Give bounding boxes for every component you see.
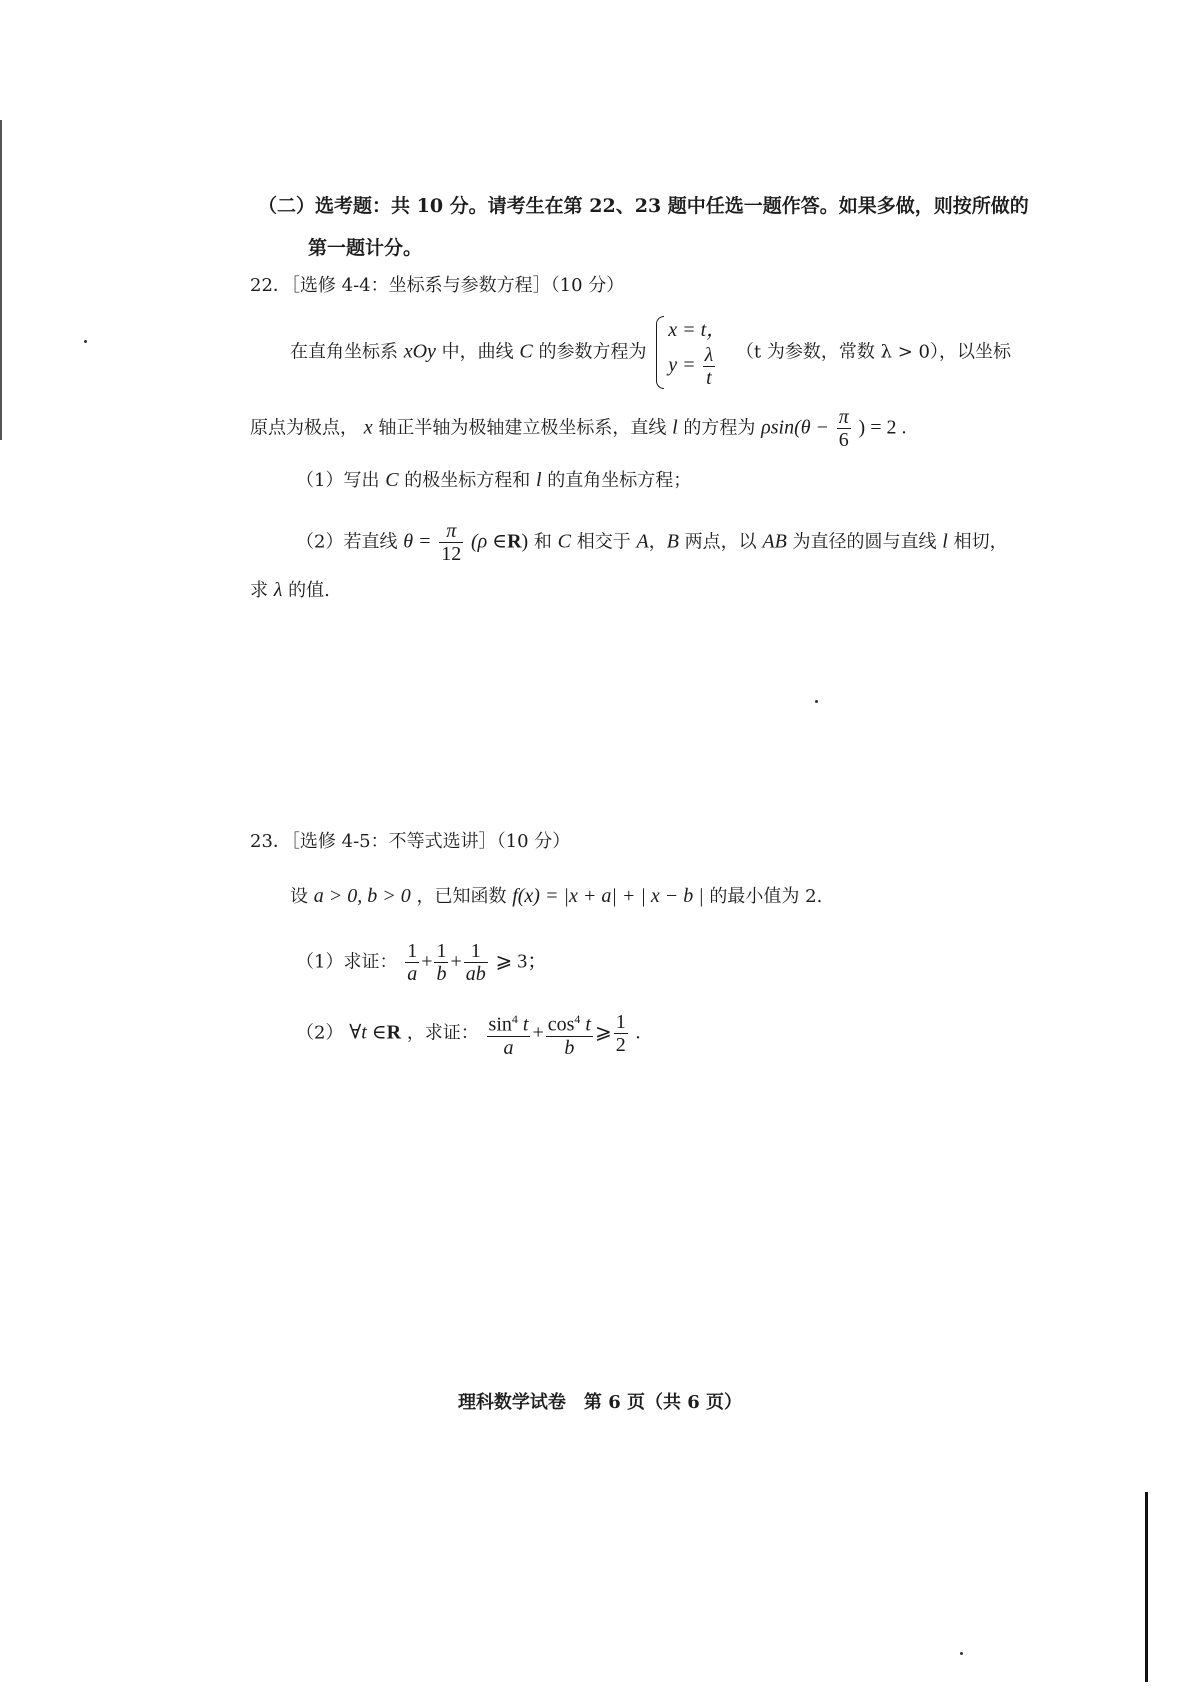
q23-p2-exp1: 4 [511, 1012, 518, 1026]
q23-p2-num2 [546, 1008, 593, 1037]
q22-part1-mid: 的极坐标方程和 [404, 470, 531, 491]
q23-header: 23．［选修 4-5：不等式选讲］（10 分） [250, 831, 571, 852]
scan-speck [960, 1652, 963, 1655]
q23-part1 [296, 940, 547, 985]
q23-p1-d1: a [407, 963, 418, 985]
q22-eq-y-num: λ [704, 344, 714, 366]
q22-part2-den: 12 [441, 543, 462, 565]
q22-header: 22．［选修 4-4：坐标系与参数方程］（10 分） [250, 275, 625, 296]
q23-p2-d2: b [564, 1036, 575, 1059]
q22-part2-rho: (ρ ∈ [470, 530, 508, 553]
q23-intro-prefix: 设 [290, 886, 308, 907]
q22-polar-lhs: ρsin(θ − [761, 416, 830, 439]
q22-part2-mid3: 两点，以 [684, 531, 757, 553]
q23-p2-t1: t [522, 1013, 529, 1036]
q23-p2-frac1 [487, 1008, 531, 1059]
q22-part2-theta: θ = [403, 530, 432, 553]
q23-p1-n1: 1 [407, 940, 418, 962]
q23-p2-plus: + [532, 1021, 544, 1044]
q23-p2-rn: 1 [615, 1010, 626, 1033]
q22-line2 [250, 406, 907, 451]
q22-part2-mid: 和 [533, 531, 552, 553]
section-instructions-line1: （二）选考题：共 10 分。请考生在第 22、23 题中任选一题作答。如果多做，则按所做的 [258, 195, 1029, 217]
q23-p2-ge: ⩾ [594, 1021, 612, 1044]
q23-p1-frac2 [434, 940, 448, 985]
q22-eq-y-lhs: y = [668, 354, 696, 377]
brace-icon [656, 316, 664, 389]
q23-p1-n3: 1 [464, 940, 488, 963]
q22-part2-fraction [439, 520, 463, 565]
q22-line2-mid: 轴正半轴为极轴建立极坐标系，直线 [378, 417, 667, 439]
q23-p2-frac2 [546, 1008, 593, 1059]
q23-condition: a > 0, b > 0 [313, 885, 411, 907]
q23-p2-t2: t [585, 1013, 591, 1036]
q22-eq-y-fraction [703, 344, 716, 389]
q23-part1-prefix: （1）求证： [296, 951, 398, 973]
q23-p2-sin: sin [488, 1013, 512, 1036]
section-instructions-line2: 第一题计分。 [308, 237, 423, 259]
q23-part2-mid: ，求证： [406, 1022, 479, 1044]
q23-p2-d1: a [503, 1036, 514, 1059]
q22-part2-b: B [666, 530, 679, 553]
q23-p1-frac3 [464, 940, 488, 985]
q22-part2-ab: AB [762, 530, 787, 553]
q22-part2-line2 [250, 576, 330, 605]
q22-part2-close: ) [521, 530, 529, 553]
q22-intro-suffix: （t 为参数，常数 λ > 0），以坐标 [735, 341, 1011, 363]
q22-eq-y [668, 344, 726, 389]
q22-line2-x: x [363, 416, 373, 439]
q22-part1-suffix: 的直角坐标方程； [547, 470, 692, 491]
scan-speck [84, 340, 87, 343]
q22-part2-mid2: 相交于 [576, 531, 631, 553]
q23-p2-cos: cos [547, 1013, 575, 1036]
q22-part2-prefix: （2）若直线 [296, 531, 398, 553]
q23-p1-d2: b [436, 963, 447, 985]
q22-intro [290, 316, 1011, 389]
q22-axis-name: xOy [403, 340, 436, 363]
q22-part1-c: C [385, 469, 399, 491]
q22-polar-fraction [837, 406, 851, 451]
q22-part2-line2-prefix: 求 [250, 580, 268, 601]
q22-line-name: l [672, 416, 678, 439]
q22-line2-mid2: 的方程为 [683, 417, 756, 439]
q22-part2-suffix: 相切， [953, 531, 1008, 553]
q22-part2-lambda: λ [273, 579, 283, 601]
q23-function: f(x) = |x + a| + | x − b | [512, 885, 704, 907]
q22-part2-c: C [557, 530, 571, 553]
q23-intro [290, 882, 822, 911]
q22-polar-den: 6 [838, 429, 849, 451]
q22-part1-prefix: （1）写出 [296, 470, 380, 491]
q23-part2 [296, 1008, 640, 1059]
scan-edge-right [1145, 1492, 1148, 1682]
q23-p1-plus2: + [450, 950, 462, 973]
q23-forall: ∀t ∈ [349, 1021, 387, 1044]
q22-eq-x: x = t， [668, 319, 727, 341]
q23-intro-mid: ，已知函数 [416, 886, 507, 907]
q22-polar-rhs: ) = 2 . [858, 416, 907, 439]
q22-part2-l: l [942, 530, 948, 553]
q22-intro-mid: 中，曲线 [441, 341, 514, 363]
q23-p1-n2: 1 [436, 940, 447, 962]
q22-part1-l: l [536, 469, 542, 491]
q22-part2 [296, 520, 1008, 565]
q22-part2-line2-suffix: 的值. [288, 580, 330, 601]
q23-p2-rd: 2 [615, 1033, 626, 1056]
q23-p1-d3: ab [465, 963, 486, 985]
q23-intro-suffix: 的最小值为 2. [709, 886, 823, 907]
q23-p2-frac3 [614, 1011, 628, 1056]
q22-part2-num: π [439, 520, 463, 543]
q23-p1-frac1 [405, 940, 419, 985]
q22-part2-a: A [636, 530, 649, 553]
q22-part2-R: R [507, 530, 522, 553]
q23-part2-prefix: （2） [296, 1022, 344, 1044]
q22-curve: C [519, 340, 533, 363]
scan-speck [815, 700, 818, 703]
page-footer: 理科数学试卷 第 6 页（共 6 页） [457, 1392, 743, 1413]
scan-edge-left [0, 120, 2, 440]
q22-intro-prefix: 在直角坐标系 [290, 341, 398, 363]
q22-part2-mid4: 为直径的圆与直线 [792, 531, 937, 553]
q22-part2-comma: ， [648, 531, 667, 553]
q23-forall-R: R [386, 1021, 402, 1044]
q22-part1 [296, 466, 691, 495]
q23-p2-num1 [487, 1008, 531, 1037]
q22-parametric-system [656, 316, 726, 389]
q23-p2-end: . [635, 1021, 641, 1044]
q22-intro-mid2: 的参数方程为 [538, 341, 647, 363]
q22-eq-y-den: t [706, 367, 712, 389]
q22-line2-prefix: 原点为极点， [250, 417, 358, 439]
q23-p1-plus1: + [421, 950, 433, 973]
q23-p1-rhs: ⩾ 3； [495, 950, 548, 973]
q22-polar-num: π [838, 406, 849, 428]
q23-p2-exp2: 4 [574, 1012, 581, 1026]
